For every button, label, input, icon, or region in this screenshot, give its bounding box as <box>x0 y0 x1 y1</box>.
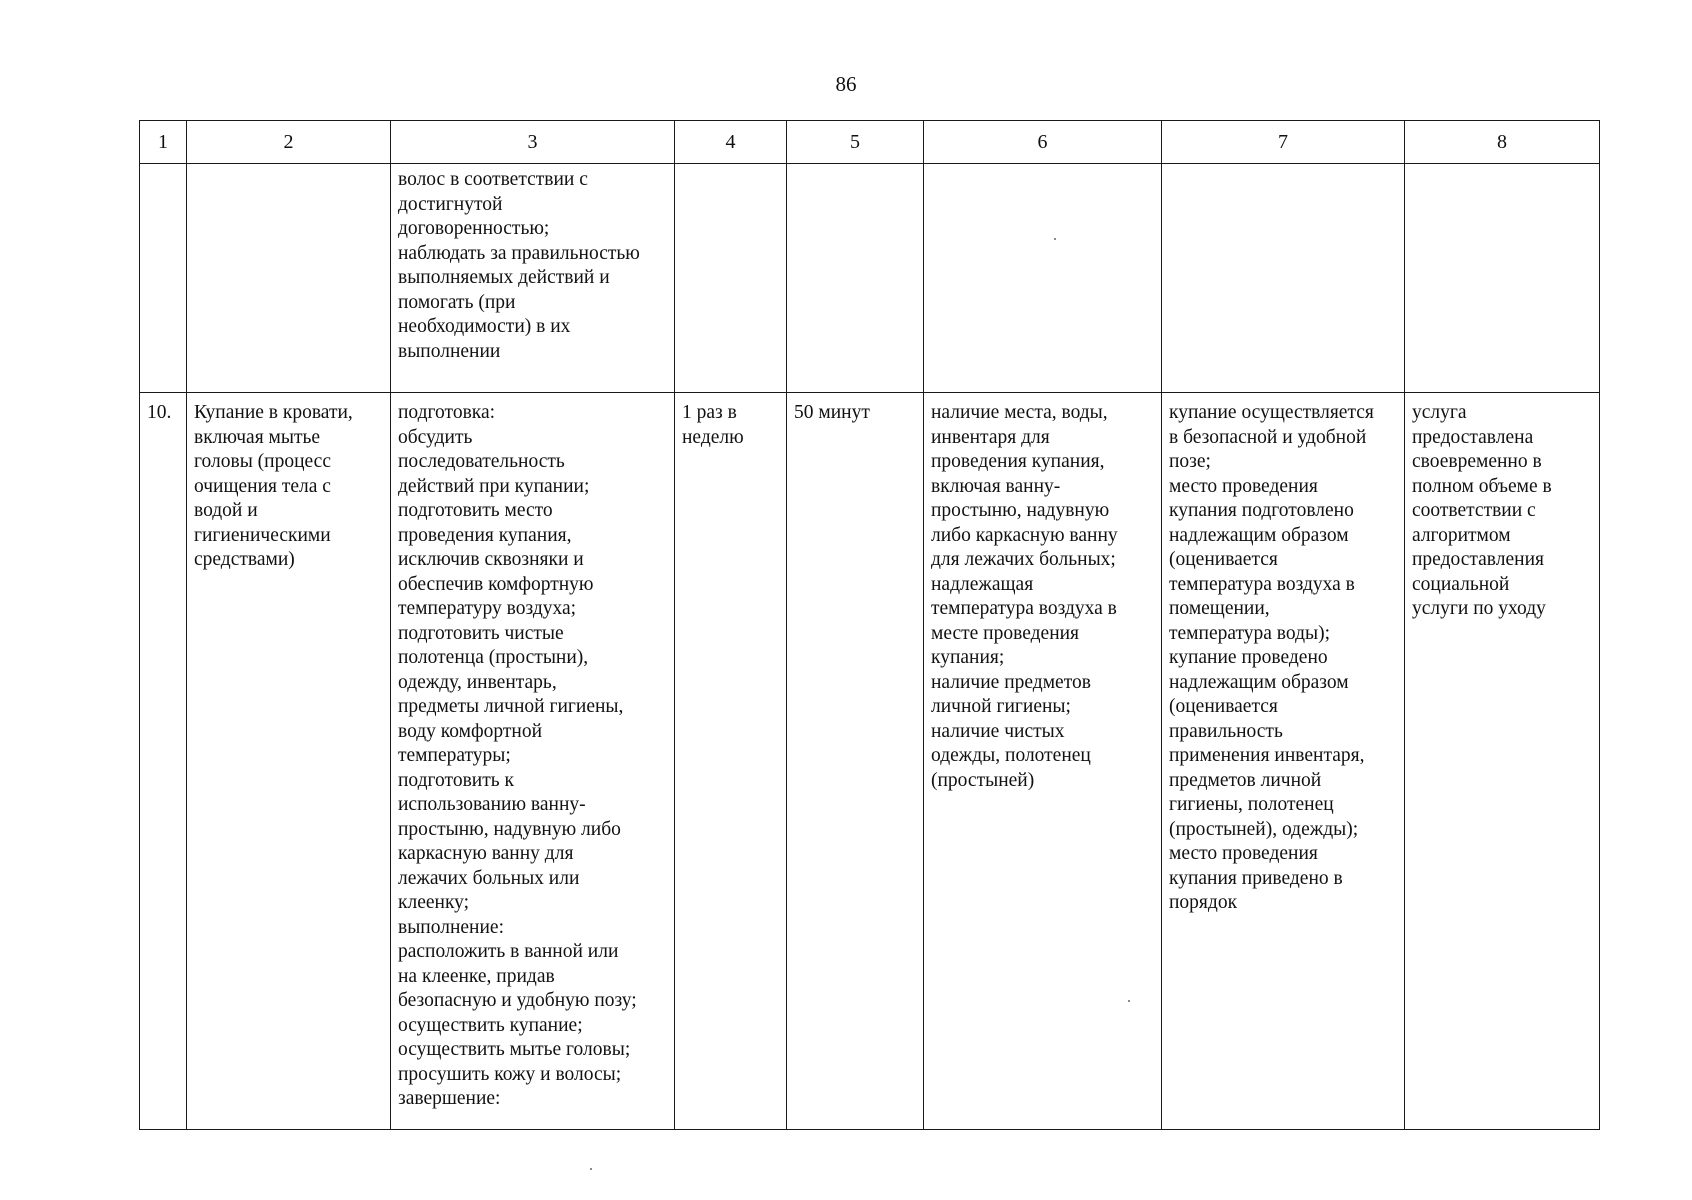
column-header-3: 3 <box>391 121 675 164</box>
cell-evaluation <box>1405 164 1600 393</box>
cell-frequency: 1 раз в неделю <box>675 393 787 1130</box>
cell-frequency <box>675 164 787 393</box>
continuation-row <box>140 164 1600 393</box>
scan-speck <box>1128 1000 1130 1002</box>
cell-number <box>140 164 187 393</box>
cell-conditions <box>924 164 1162 393</box>
table-row-10 <box>140 393 1600 1130</box>
cell-quality-indicators <box>1162 164 1405 393</box>
column-header-5: 5 <box>787 121 924 164</box>
scan-speck <box>590 1168 592 1170</box>
cell-duration: 50 минут <box>787 393 924 1130</box>
column-header-7: 7 <box>1162 121 1405 164</box>
cell-service-description: волос в соответствии с достигнутой договоренностью; наблюдать за правильностью выполняемых действий и помогать (при необходимости) в их выполнении <box>391 164 675 393</box>
column-header-2: 2 <box>187 121 391 164</box>
cell-service-name: Купание в кровати, включая мытье головы (процесс очищения тела с водой и гигиеническими средствами) <box>187 393 391 1130</box>
cell-quality-indicators: купание осуществляется в безопасной и удобной позе; место проведения купания подготовлено надлежащим образом (оценивается температура воздуха в помещении, температура воды); купание проведено надлежащим образом (оценивается правильность применения инвентаря, предметов личной гигиены, полотенец (простыней), одежды); место проведения купания приведено в порядок <box>1162 393 1405 1130</box>
column-header-8: 8 <box>1405 121 1600 164</box>
cell-conditions: наличие места, воды, инвентаря для проведения купания, включая ванну- простыню, надувную либо каркасную ванну для лежачих больных; надлежащая температура воздуха в месте проведения купания; наличие предметов личной гигиены; наличие чистых одежды, полотенец (простыней) <box>924 393 1162 1130</box>
column-header-1: 1 <box>140 121 187 164</box>
header-row <box>140 121 1600 164</box>
column-header-6: 6 <box>924 121 1162 164</box>
cell-duration <box>787 164 924 393</box>
services-table <box>139 120 1600 1130</box>
cell-service-description: подготовка: обсудить последовательность действий при купании; подготовить место проведения купания, исключив сквозняки и обеспечив комфортную температуру воздуха; подготовить чистые полотенца (простыни), одежду, инвентарь, предметы личной гигиены, воду комфортной температуры; подготовить к использованию ванну- простыню, надувную либо каркасную ванну для лежачих больных или клеенку; выполнение: расположить в ванной или на клеенке, придав безопасную и удобную позу; осуществить купание; осуществить мытье головы; просушить кожу и волосы; завершение: <box>391 393 675 1130</box>
page-number: 86 <box>835 72 857 96</box>
scan-speck <box>1054 238 1056 240</box>
column-header-4: 4 <box>675 121 787 164</box>
cell-service-name <box>187 164 391 393</box>
cell-number: 10. <box>140 393 187 1130</box>
cell-evaluation: услуга предоставлена своевременно в полном объеме в соответствии с алгоритмом предоставления социальной услуги по уходу <box>1405 393 1600 1130</box>
